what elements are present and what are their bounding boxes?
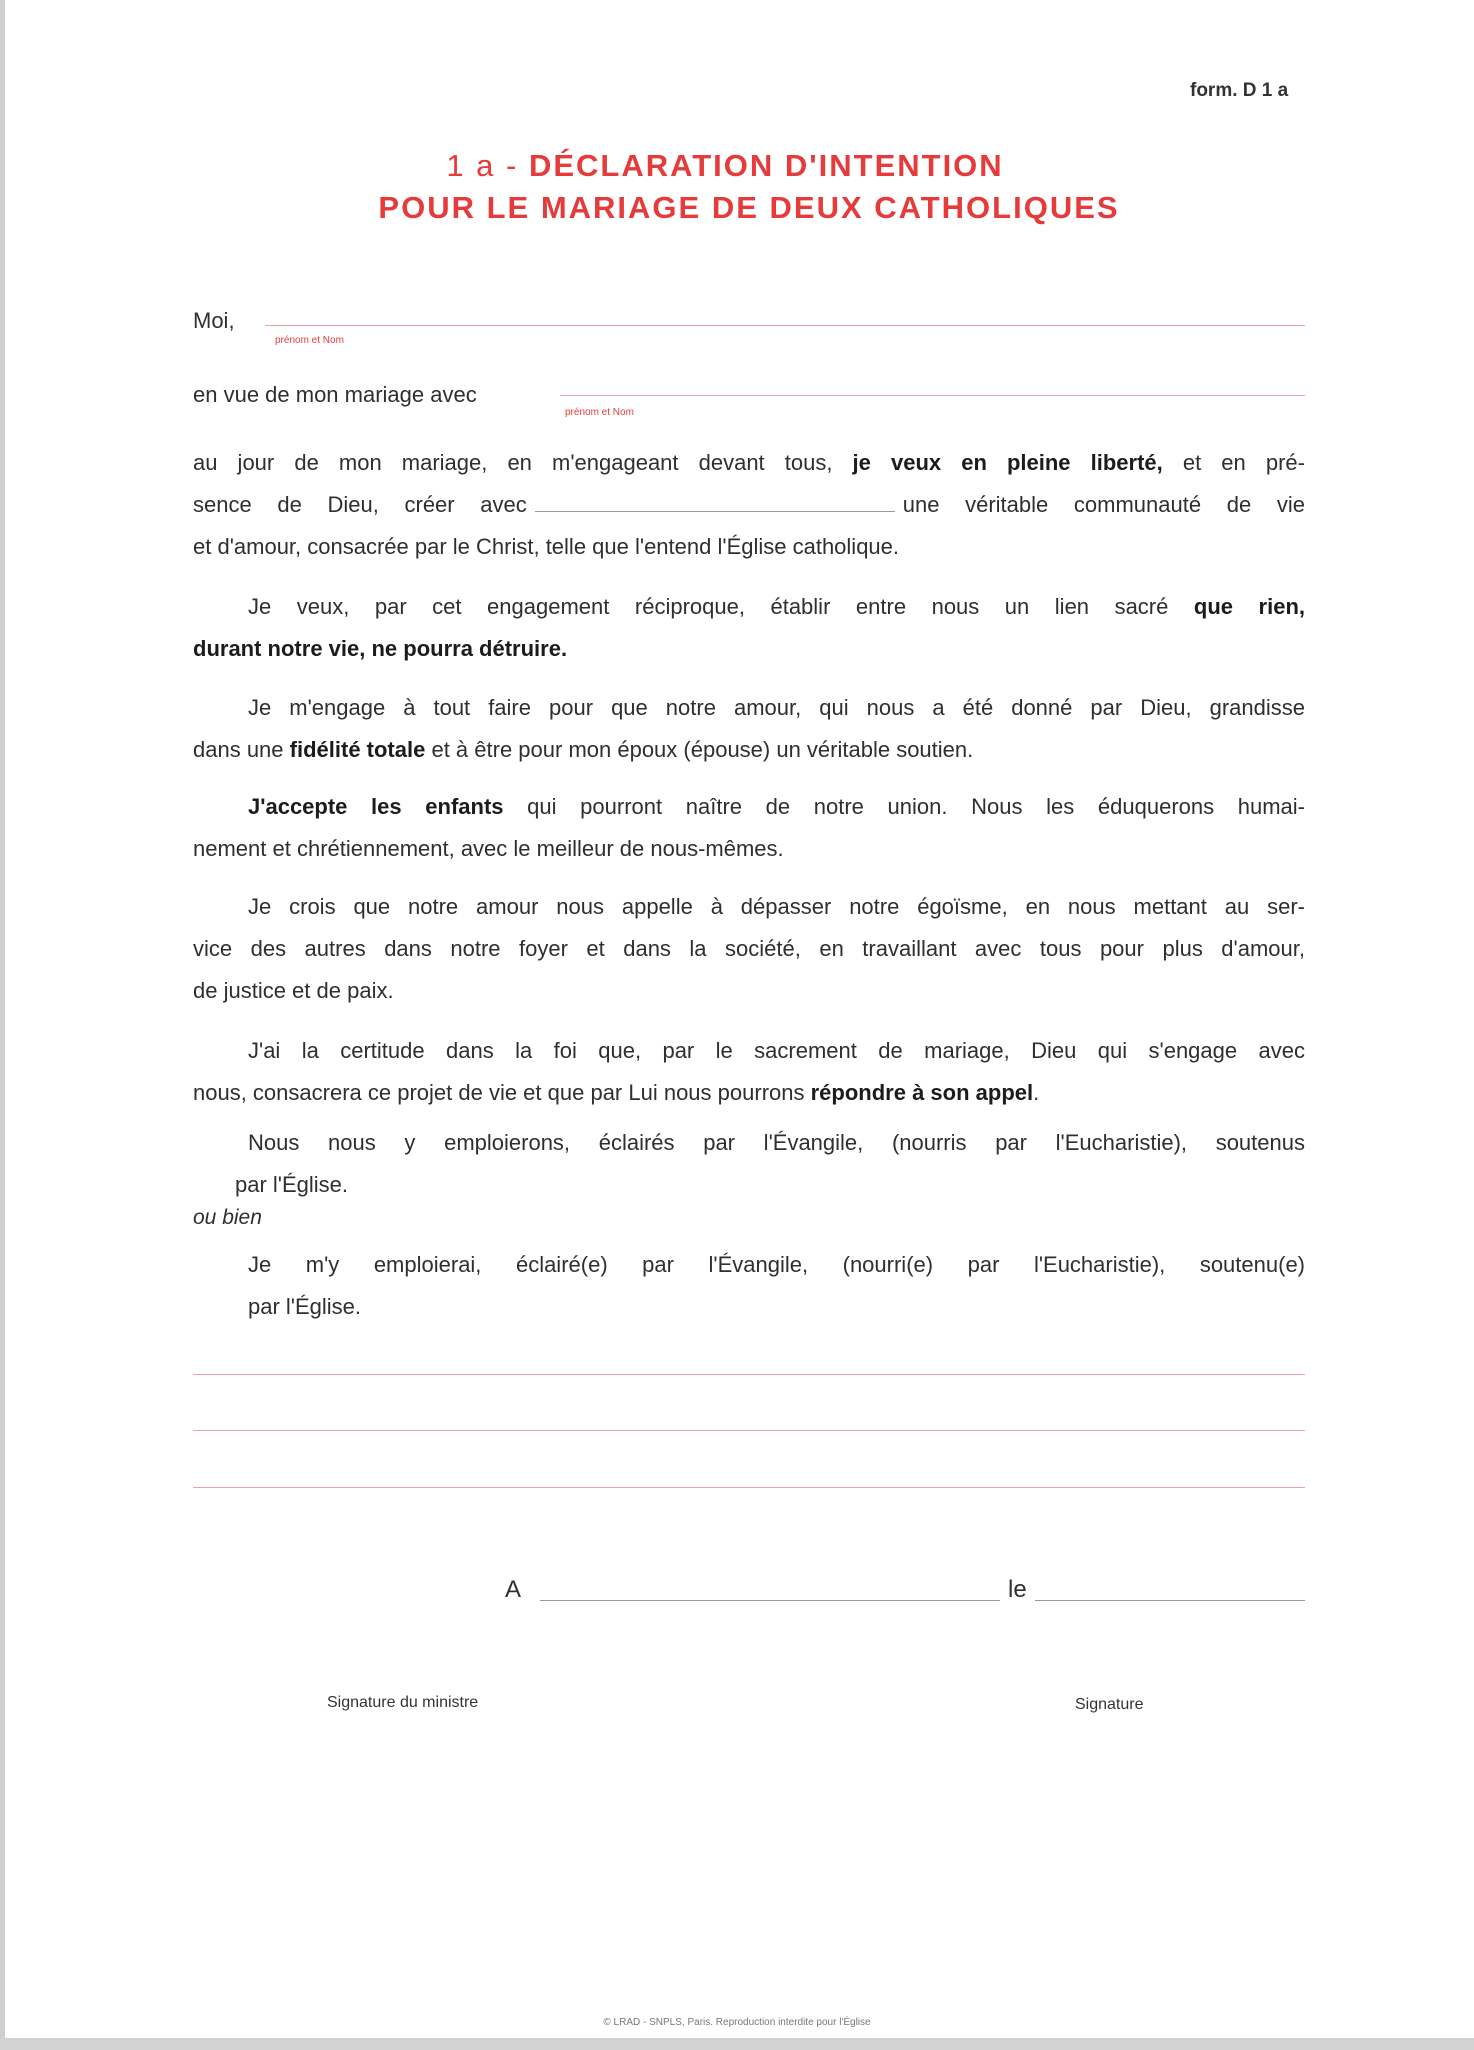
spouse-label: en vue de mon mariage avec xyxy=(193,382,477,407)
free-text-line-2[interactable] xyxy=(193,1430,1305,1431)
page-bottom-edge xyxy=(0,2038,1474,2050)
title-number: 1 a - xyxy=(446,148,519,183)
place-label: A xyxy=(505,1576,522,1603)
paragraph-sacred-bond: Je veux, par cet engagement réciproque, établir entre nous un lien sacré que rien, durant notre vie, ne pourra détruire. xyxy=(193,594,1305,661)
moi-name-field[interactable] xyxy=(265,325,1305,326)
document-title-line1 xyxy=(0,148,1462,184)
paragraph-service: Je crois que notre amour nous appelle à dépasser notre égoïsme, en nous mettant au ser- vice des autres dans notre foyer et dans la société, en travaillant avec tous pour plus d'amour, de justice et de paix. xyxy=(193,894,1305,1003)
form-reference: form. D 1 a xyxy=(1190,80,1289,101)
paragraph-singular-vow: Je m'y emploierai, éclairé(e) par l'Évangile, (nourri(e) par l'Eucharistie), soutenu(e) par l'Église. xyxy=(248,1252,1305,1319)
paragraph-sacrament: J'ai la certitude dans la foi que, par le sacrement de mariage, Dieu qui s'engage avec nous, consacrera ce projet de vie et que par Lui nous pourrons répondre à son appel. xyxy=(193,1038,1305,1105)
moi-label: Moi, xyxy=(193,308,235,333)
paragraph-fidelity: Je m'engage à tout faire pour que notre amour, qui nous a été donné par Dieu, grandisse dans une fidélité totale et à être pour mon époux (épouse) un véritable soutien. xyxy=(193,695,1305,762)
paragraph-commitment: au jour de mon mariage, en m'engageant devant tous, je veux en pleine liberté, et en pré- sence de Dieu, créer avec une véritable communauté de vie et d'amour, consacrée par le Christ, telle que l'entend l'Église catholique. xyxy=(193,450,1305,559)
date-label: le xyxy=(1008,1576,1027,1603)
spouse-name-field[interactable] xyxy=(560,395,1305,396)
title-text-line1: DÉCLARATION D'INTENTION xyxy=(528,148,1004,183)
partner-name-blank[interactable] xyxy=(535,511,895,512)
free-text-line-1[interactable] xyxy=(193,1374,1305,1375)
or-else-label: ou bien xyxy=(193,1206,262,1229)
document-title-line2: POUR LE MARIAGE DE DEUX CATHOLIQUES xyxy=(378,190,1120,225)
paragraph-plural-vow: Nous nous y emploierons, éclairés par l'Évangile, (nourris par l'Eucharistie), soutenus par l'Église. xyxy=(235,1130,1305,1197)
footer-credit: © LRAD - SNPLS, Paris. Reproduction interdite pour l'Église xyxy=(603,2017,871,2028)
signature-label: Signature xyxy=(1075,1696,1144,1713)
minister-signature-label: Signature du ministre xyxy=(327,1694,479,1711)
place-field[interactable] xyxy=(540,1600,1000,1601)
page-left-edge xyxy=(0,0,5,2050)
spouse-name-hint: prénom et Nom xyxy=(565,407,634,418)
date-field[interactable] xyxy=(1035,1600,1305,1601)
paragraph-children: J'accepte les enfants qui pourront naître de notre union. Nous les éduquerons humai- nement et chrétiennement, avec le meilleur de nous-mêmes. xyxy=(193,794,1306,861)
free-text-line-3[interactable] xyxy=(193,1487,1305,1488)
moi-name-hint: prénom et Nom xyxy=(275,335,344,346)
